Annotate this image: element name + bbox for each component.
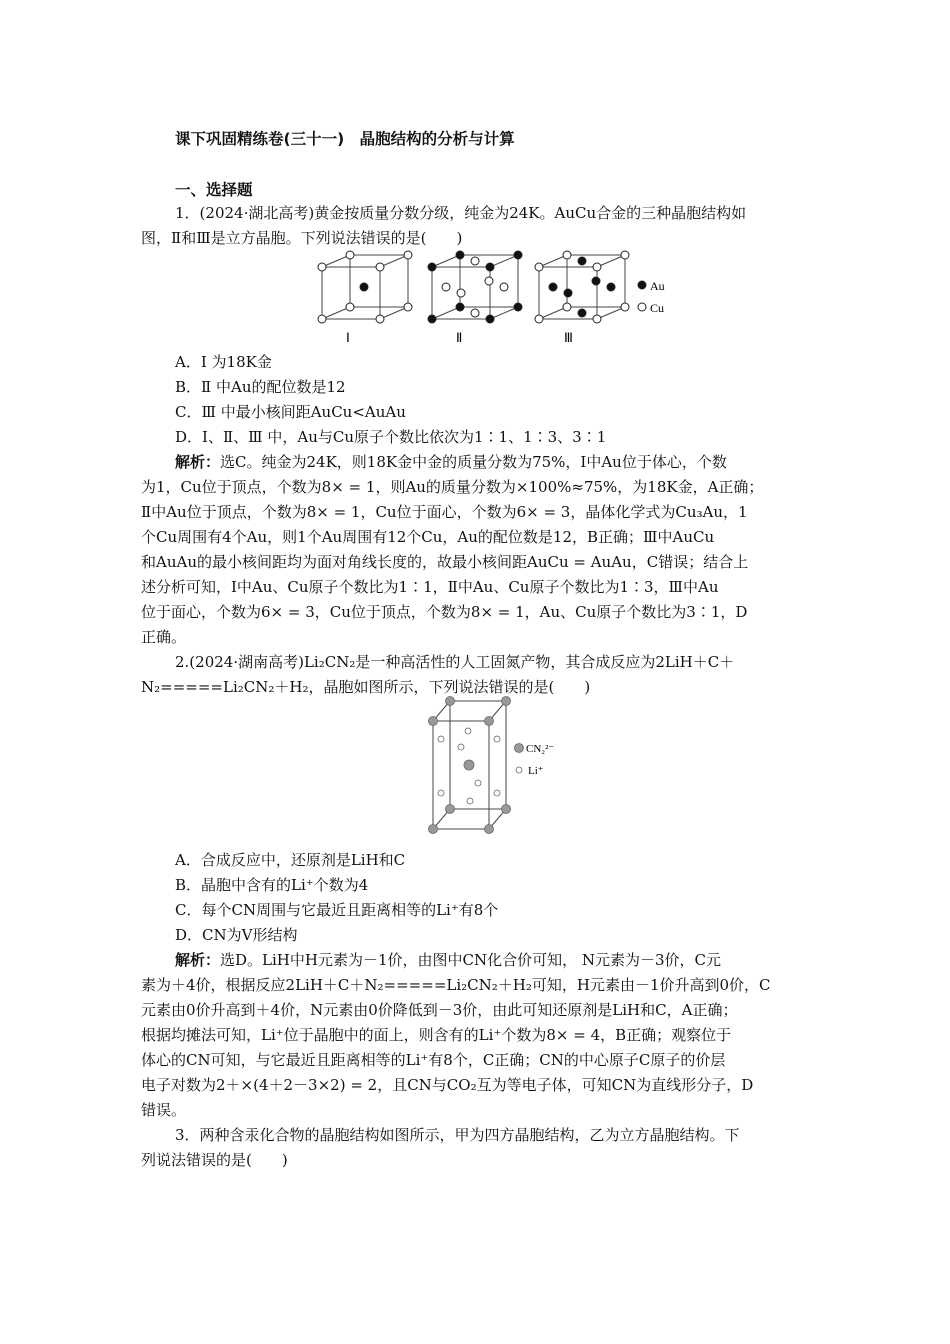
q3-stem-line1: 3．两种含汞化合物的晶胞结构如图所示，甲为四方晶胞结构，乙为立方晶胞结构。下: [175, 1126, 740, 1144]
legend-cu: Cu: [650, 301, 665, 315]
q1-option-c: C．Ⅲ 中最小核间距AuCu<AuAu: [175, 403, 406, 421]
q2-analysis-line6: 电子对数为2＋×(4＋2－3×2) = 2，且CN与CO₂互为等电子体，可知CN为直线形分子，D: [141, 1076, 754, 1094]
label-ii: Ⅱ: [456, 330, 463, 345]
legend-cn: CN₂²⁻: [526, 743, 555, 755]
q2-option-b: B．晶胞中含有的Li⁺个数为4: [175, 876, 369, 894]
q1-analysis-line6: 述分析可知，Ⅰ中Au、Cu原子个数比为1∶1，Ⅱ中Au、Cu原子个数比为1∶3，Ⅲ中Au: [141, 578, 719, 596]
q1-analysis-label: 解析：: [175, 453, 221, 471]
q1-analysis-line8: 正确。: [141, 628, 187, 646]
legend-au: Au: [650, 279, 665, 293]
q1-analysis-line4: 个Cu周围有4个Au，则1个Au周围有12个Cu，Au的配位数是12，B正确；Ⅲ中AuCu: [141, 528, 715, 546]
q2-option-a: A．合成反应中，还原剂是LiH和C: [175, 851, 406, 869]
q2-crystal-figure: [418, 691, 568, 836]
q2-analysis-line3: 元素由0价升高到＋4价，N元素由0价降低到－3价，由此可知还原剂是LiH和C，A正确；: [141, 1001, 738, 1019]
q3-stem-line2: 列说法错误的是( ): [141, 1151, 288, 1169]
label-i: Ⅰ: [346, 330, 350, 345]
q2-stem-line2: N₂=====Li₂CN₂＋H₂，晶胞如图所示，下列说法错误的是( ): [141, 678, 591, 696]
q2-analysis-line7: 错误。: [141, 1101, 187, 1119]
q1-analysis-line3: Ⅱ中Au位于顶点，个数为8× = 1，Cu位于面心，个数为6× = 3，晶体化学式为Cu₃Au，1: [141, 503, 748, 521]
q2-analysis-line2: 素为＋4价，根据反应2LiH＋C＋N₂=====Li₂CN₂＋H₂可知，H元素由－1价升高到0价，C: [141, 976, 771, 994]
q2-analysis-line5: 体心的CN可知，与它最近且距离相等的Li⁺有8个，C正确；CN的中心原子C原子的价层: [141, 1051, 726, 1069]
q1-analysis-line1: 解析：选C。纯金为24K，则18K金中金的质量分数为75%，Ⅰ中Au位于体心，个数: [175, 453, 727, 471]
q1-option-a: A．Ⅰ 为18K金: [175, 353, 272, 371]
page-title: 课下巩固精练卷(三十一) 晶胞结构的分析与计算: [175, 130, 515, 148]
q2-option-d: D．CN为V形结构: [175, 926, 298, 944]
q1-analysis-line2: 为1，Cu位于顶点，个数为8× = 1，则Au的质量分数为×100%≈75%，为18K金，A正确；: [141, 478, 764, 496]
q2-analysis-line4: 根据均摊法可知，Li⁺位于晶胞中的面上，则含有的Li⁺个数为8× = 4，B正确；观察位于: [141, 1026, 732, 1044]
q1-option-d: D．Ⅰ、Ⅱ、Ⅲ 中，Au与Cu原子个数比依次为1∶1、1∶3、3∶1: [175, 428, 607, 446]
q1-stem-line1: 1．(2024·湖北高考)黄金按质量分数分级，纯金为24K。AuCu合金的三种晶胞结构如: [175, 204, 747, 222]
section-heading: 一、选择题: [175, 181, 253, 199]
q1-option-b: B．Ⅱ 中Au的配位数是12: [175, 378, 346, 396]
q1-analysis-line5: 和AuAu的最小核间距均为面对角线长度的，故最小核间距AuCu = AuAu，C错误；结合上: [141, 553, 749, 571]
q1-crystal-figure: [312, 250, 682, 345]
q2-option-c: C．每个CN周围与它最近且距离相等的Li⁺有8个: [175, 901, 499, 919]
legend-li: Li⁺: [528, 765, 544, 777]
q1-stem-line2: 图，Ⅱ和Ⅲ是立方晶胞。下列说法错误的是( ): [141, 229, 463, 247]
label-iii: Ⅲ: [564, 330, 573, 345]
q1-analysis-line7: 位于面心，个数为6× = 3，Cu位于顶点，个数为8× = 1，Au、Cu原子个数比为3∶1，D: [141, 603, 748, 621]
q2-analysis-label: 解析：: [175, 951, 221, 969]
q2-analysis-line1: 解析：选D。LiH中H元素为－1价，由图中CN化合价可知， N元素为－3价，C元: [175, 951, 722, 969]
q2-stem-line1: 2.(2024·湖南高考)Li₂CN₂是一种高活性的人工固氮产物，其合成反应为2LiH＋C＋: [175, 653, 735, 671]
